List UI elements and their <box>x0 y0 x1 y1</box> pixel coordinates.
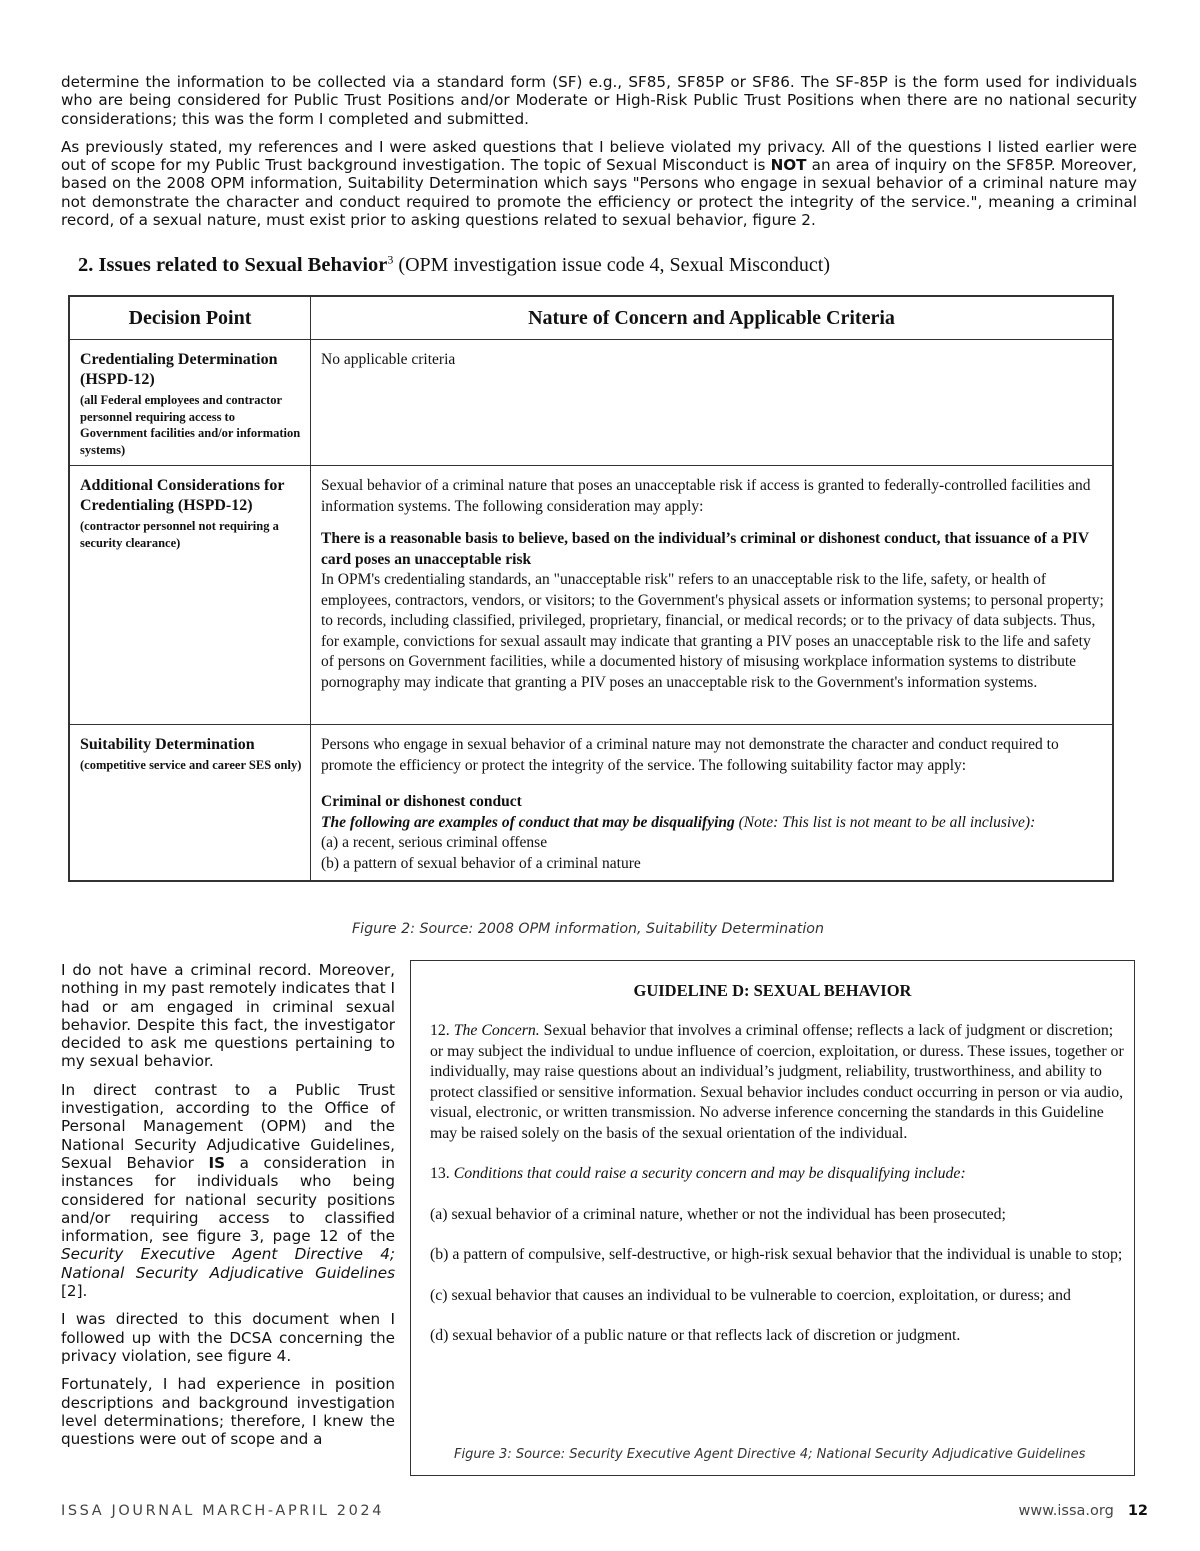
left-paragraph-2: In direct contrast to a Public Trust investigation, according to the Office of Personal Management (OPM) and the National Security Adjudicative Guidelines, Sexual Behavior IS a consideration in instances for individuals who being considered for national security positions and/or requiring access to classified information, see figure 3, page 12 of the Security Executive Agent Directive 4; National Security Adjudicative Guidelines [2]. <box>61 1080 395 1301</box>
footer-right <box>1019 1503 1148 1519</box>
criteria-cell: No applicable criteria <box>311 340 1114 466</box>
guideline-paragraph-13: 13. Conditions that could raise a security concern and may be disqualifying include: <box>430 1165 966 1182</box>
guideline-item-d: (d) sexual behavior of a public nature or that reflects lack of discretion or judgment. <box>430 1327 961 1344</box>
guideline-paragraph-12: 12. The Concern. Sexual behavior that involves a criminal offense; reflects a lack of judgment or discretion; or may subject the individual to undue influence of coercion, exploitation, or duress. These issues, together or individually, may raise questions about an individual’s judgment, reliability, trustworthiness, and ability to protect classified or sensitive information. Sexual behavior includes conduct occurring in person or via audio, visual, electronic, or written transmission. No adverse inference concerning the standards in this Guideline may be raised solely on the basis of the sexual orientation of the individual. <box>430 1022 1124 1142</box>
decision-cell: Suitability Determination (competitive service and career SES only) <box>69 725 311 882</box>
table-row <box>69 725 1113 882</box>
intro-paragraph-2: As previously stated, my references and I were asked questions that I believe violated my privacy. All of the questions I listed earlier were out of scope for my Public Trust background investigation. The topic of Sexual Misconduct is NOT an area of inquiry on the SF85P. Moreover, based on the 2008 OPM information, Suitability Determination which says "Persons who engage in sexual behavior of a criminal nature may not demonstrate the character and conduct required to promote the efficiency or protect the integrity of the service.", meaning a criminal record, of a sexual nature, must exist prior to asking questions related to sexual behavior, figure 2. <box>61 137 1137 230</box>
figure-2-table <box>68 295 1114 882</box>
table-header-row <box>69 296 1113 340</box>
figure-3-caption: Figure 3: Source: Security Executive Agent Directive 4; National Security Adjudicative Guidelines <box>454 1447 1086 1462</box>
figure-3-box <box>410 960 1135 1476</box>
guideline-title: GUIDELINE D: SEXUAL BEHAVIOR <box>633 981 912 1000</box>
table-row <box>69 340 1113 466</box>
guideline-item-b: (b) a pattern of compulsive, self-destructive, or high-risk sexual behavior that the individual is unable to stop; <box>430 1246 1123 1263</box>
figure-2-caption: Figure 2: Source: 2008 OPM information, Suitability Determination <box>352 921 824 937</box>
emphasis-is: IS <box>208 1153 226 1172</box>
guideline-body <box>430 1021 1128 1362</box>
header-decision-point: Decision Point <box>69 296 311 340</box>
decision-cell: Additional Considerations for Credentialing (HSPD-12) (contractor personnel not requiring a security clearance) <box>69 466 311 725</box>
guideline-item-c: (c) sexual behavior that causes an individual to be vulnerable to coercion, exploitation, or duress; and <box>430 1286 1071 1304</box>
table-row <box>69 466 1113 725</box>
left-paragraph-1: I do not have a criminal record. Moreover, nothing in my past remotely indicates that I had or am engaged in criminal sexual behavior. Despite this fact, the investigator decided to ask me questions pertaining to my sexual behavior. <box>61 961 395 1071</box>
emphasis-not: NOT <box>770 156 807 175</box>
document-title: Security Executive Agent Directive 4; National Security Adjudicative Guidelines <box>61 1245 395 1282</box>
footer-journal-name: ISSA JOURNAL MARCH-APRIL 2024 <box>61 1503 385 1519</box>
criteria-cell: Persons who engage in sexual behavior of a criminal nature may not demonstrate the character and conduct required to promote the efficiency or protect the integrity of the service. The following suitability factor may apply: Criminal or dishonest conduct The following are examples of conduct that may be disqualifying (Note: This list is not meant to be all inclusive): (a) a recent, serious criminal offense (b) a pattern of sexual behavior of a criminal nature <box>311 725 1114 882</box>
intro-paragraph-1: determine the information to be collected via a standard form (SF) e.g., SF85, SF85P or SF86. The SF-85P is the form used for individuals who are being considered for Public Trust Positions and/or Moderate or High-Risk Public Trust Positions when there are no national security considerations; this was the form I completed and submitted. <box>61 73 1137 128</box>
decision-cell: Credentialing Determination (HSPD-12) (all Federal employees and contractor personnel requiring access to Government facilities and/or information systems) <box>69 340 311 466</box>
left-paragraph-3: I was directed to this document when I followed up with the DCSA concerning the privacy violation, see figure 4. <box>61 1310 395 1365</box>
intro-text <box>61 73 1137 229</box>
guideline-item-a: (a) sexual behavior of a criminal nature, whether or not the individual has been prosecuted; <box>430 1205 1006 1223</box>
figure-2-title: 2. Issues related to Sexual Behavior$^3$ (OPM investigation issue code 4, Sexual Misconduct) <box>78 252 831 276</box>
header-nature-of-concern: Nature of Concern and Applicable Criteria <box>311 296 1114 340</box>
left-column-text <box>61 961 395 1448</box>
footer-url: www.issa.org <box>1018 1503 1114 1519</box>
criteria-cell: Sexual behavior of a criminal nature that poses an unacceptable risk if access is granted to federally-controlled facilities and information systems. The following consideration may apply: There is a reasonable basis to believe, based on the individual’s criminal or dishonest conduct, that issuance of a PIV card poses an unacceptable risk In OPM's credentialing standards, an "unacceptable risk" refers to an unacceptable risk to the life, safety, or health of employees, contractors, vendors, or visitors; to the Government's physical assets or information systems; to personal property; to records, including classified, privileged, proprietary, financial, or medical records; or to the privacy of data subjects. Thus, for example, convictions for sexual assault may indicate that granting a PIV poses an unacceptable risk to the life and safety of persons on Government facilities, while a documented history of misusing workplace information systems to distribute pornography may indicate that granting a PIV poses an unacceptable risk to the Government's information systems. <box>311 466 1114 725</box>
left-paragraph-4: Fortunately, I had experience in position descriptions and background investigation level determinations; therefore, I knew the questions were out of scope and a <box>61 1375 395 1449</box>
page-number: 12 <box>1127 1503 1148 1519</box>
